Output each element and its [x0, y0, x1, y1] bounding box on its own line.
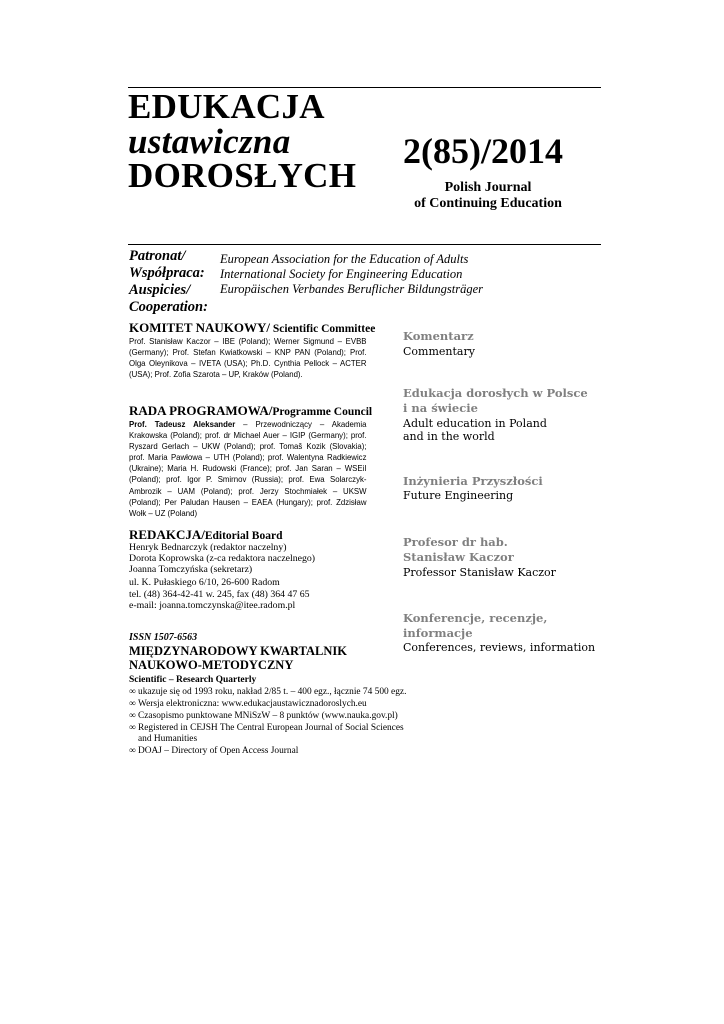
toc-heading: Edukacja dorosłych w Polsce [403, 386, 588, 400]
editorial-member: Joanna Tomczyńska (sekretarz) [129, 564, 253, 575]
info-bullet: ∞ ukazuje się od 1993 roku, nakład 2/85 t. – 400 egz., łącznie 74 500 egz. [129, 687, 407, 697]
toc-heading: Profesor dr hab. [403, 535, 508, 549]
journal-title-line3: DOROSŁYCH [128, 156, 357, 195]
toc-heading: informacje [403, 626, 473, 640]
editorial-member: Henryk Bednarczyk (redaktor naczelny) [129, 542, 287, 553]
quarterly-subtitle: Scientific – Research Quarterly [129, 675, 257, 685]
editorial-email: e-mail: joanna.tomczynska@itee.radom.pl [129, 600, 296, 611]
editorial-member: Dorota Koprowska (z-ca redaktora naczelnego) [129, 553, 316, 564]
toc-subheading: Conferences, reviews, information [403, 641, 596, 654]
issue-number: 2(85)/2014 [403, 131, 563, 171]
infinity-icon: ∞ [129, 699, 136, 709]
info-bullet-continuation: and Humanities [138, 734, 198, 744]
issn: ISSN 1507-6563 [129, 632, 198, 643]
toc-subheading: and in the world [403, 430, 495, 443]
editorial-board-heading: REDAKCJA/Editorial Board [129, 527, 283, 542]
patronage-label: Cooperation: [129, 299, 208, 315]
quarterly-title-line2: NAUKOWO-METODYCZNY [129, 658, 294, 672]
patron-organization: International Society for Engineering Education [220, 267, 463, 281]
patronage-label: Patronat/ [129, 248, 186, 264]
info-bullet: ∞ DOAJ – Directory of Open Access Journal [129, 746, 299, 756]
patron-organization: Europäischen Verbandes Beruflicher Bildungsträger [220, 282, 484, 296]
patronage-label: Auspicies/ [129, 282, 191, 298]
info-bullet: ∞ Registered in CEJSH The Central European Journal of Social Sciences [129, 723, 404, 733]
editorial-phone: tel. (48) 364-42-41 w. 245, fax (48) 364 47 65 [129, 589, 310, 600]
patron-organization: European Association for the Education of Adults [220, 252, 469, 266]
patronage-label: Współpraca: [129, 265, 205, 281]
toc-heading: Komentarz [403, 329, 474, 343]
toc-heading: Inżynieria Przyszłości [403, 474, 543, 488]
journal-title-line1: EDUKACJA [128, 87, 325, 126]
info-bullet: ∞ Wersja elektroniczna: www.edukacjaustawicznadoroslych.eu [129, 699, 367, 709]
toc-subheading: Adult education in Poland [403, 417, 547, 430]
journal-title-line2: ustawiczna [128, 122, 291, 161]
toc-heading: i na świecie [403, 401, 478, 415]
masthead-rule [128, 244, 601, 245]
toc-subheading: Future Engineering [403, 489, 514, 502]
journal-subtitle-line1: Polish Journal [444, 180, 532, 195]
info-bullet: ∞ Czasopismo punktowane MNiSzW – 8 punktów (www.nauka.gov.pl) [129, 711, 398, 721]
journal-subtitle-line2: of Continuing Education [414, 196, 562, 211]
quarterly-title-line1: MIĘDZYNARODOWY KWARTALNIK [129, 644, 347, 658]
toc-heading: Stanisław Kaczor [403, 550, 514, 564]
toc-heading: Konferencje, recenzje, [403, 611, 548, 625]
toc-subheading: Commentary [403, 345, 475, 358]
editorial-address: ul. K. Pułaskiego 6/10, 26-600 Radom [129, 577, 280, 588]
scientific-committee-members: Prof. Stanisław Kaczor – IBE (Poland); Werner Sigmund – EVBB (Germany); Prof. Stefan Kwiatkowski – KNP PAN (Poland); Prof. Olga Oleynikova – IVETA (USA); Ph.D. Cynthia Pellock – ACTER (USA); Prof. Zofia Szarota – UP, Kraków (Poland). [129, 336, 367, 380]
infinity-icon: ∞ [129, 711, 136, 721]
toc-subheading: Professor Stanisław Kaczor [403, 566, 556, 579]
scientific-committee-heading: KOMITET NAUKOWY/ Scientific Committee [129, 320, 376, 335]
programme-council-heading: RADA PROGRAMOWA/Programme Council [129, 403, 373, 418]
programme-council-members: Prof. Tadeusz Aleksander – Przewodniczący – Akademia Krakowska (Poland); prof. dr Michael Auer – IGIP (Germany); prof. Ryszard Gerlach – UKW (Poland); prof. Tomaš Kozik (Slovakia); prof. Maria Pawłowa – UTH (Poland); prof. Walentyna Radkiewicz (Ukraine); Maria H. Rudowski (France); prof. Jan Saran – WSEiI (Poland); prof. Igor P. Smirnov (Russia); prof. Ewa Solarczyk-Ambrozik – UAM (Poland); prof. Jerzy Stochmiałek – UKSW (Poland); Per Paludan Hausen – EAEA (Hungary); prof. Zdzisław Wołk – UZ (Poland) [129, 419, 367, 518]
infinity-icon: ∞ [129, 723, 136, 733]
infinity-icon: ∞ [129, 746, 136, 756]
infinity-icon: ∞ [129, 687, 136, 697]
